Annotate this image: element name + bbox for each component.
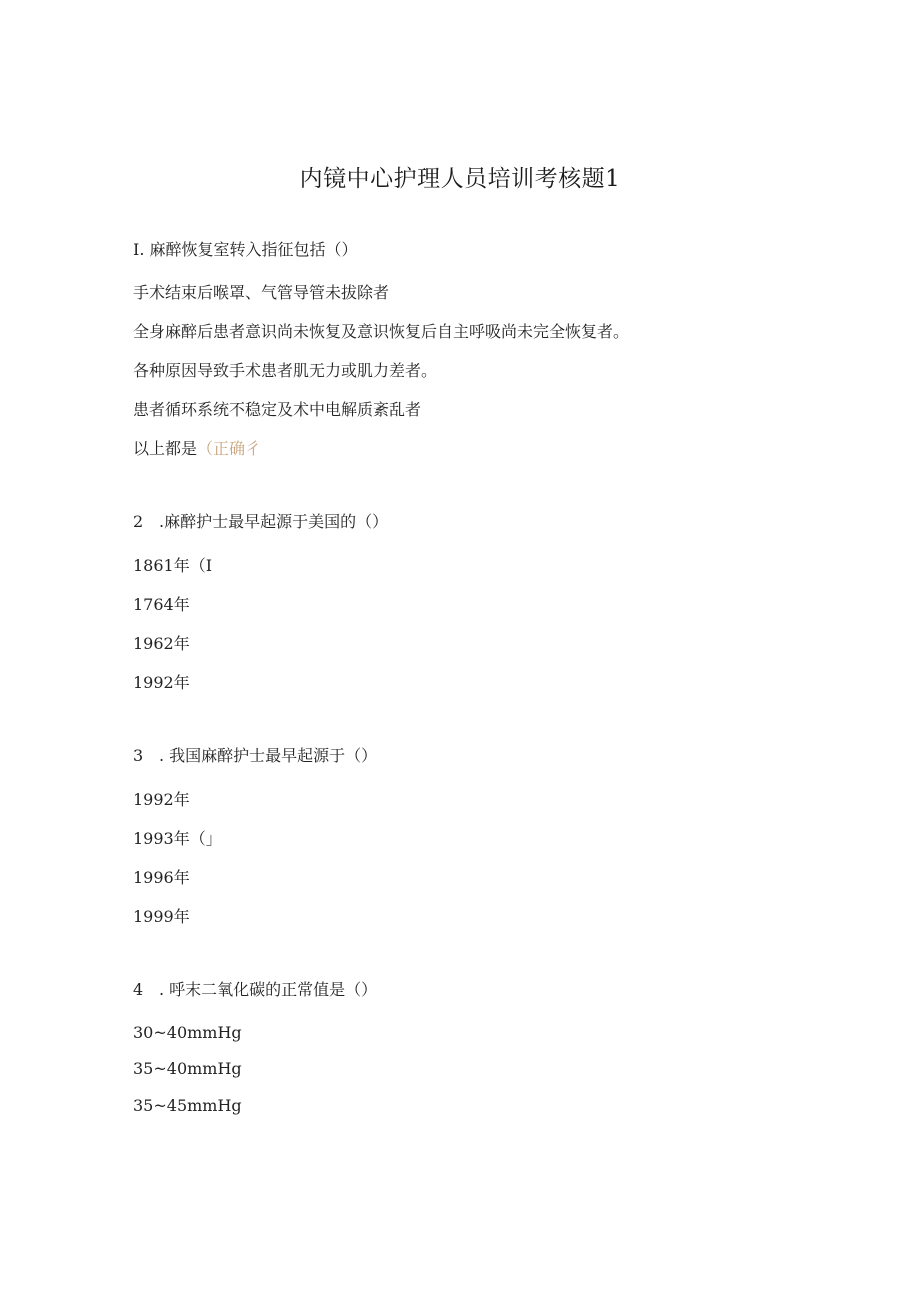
question-4-option-b: 35~40mmHg [133, 1059, 242, 1078]
question-4-number: 4 [133, 980, 144, 999]
question-1-option-c: 各种原因导致手术患者肌无力或肌力差者。 [133, 361, 438, 380]
question-1-option-e-text: 以上都是 [133, 439, 198, 458]
question-4-option-c: 35~45mmHg [133, 1096, 242, 1115]
question-2-option-c: 1962年 [133, 634, 190, 653]
question-1-option-e [133, 438, 261, 460]
answer-mark: （正确彳 [197, 439, 262, 458]
question-2-text: .麻醉护士最早起源于美国的（） [159, 512, 389, 531]
question-3-option-a: 1992年 [133, 790, 190, 809]
question-3-option-c: 1996年 [133, 868, 190, 887]
question-3-text: . 我国麻醉护士最早起源于（） [159, 746, 378, 765]
question-1-option-d: 患者循环系统不稳定及术中电解质紊乱者 [133, 400, 422, 419]
question-2-stem [133, 511, 388, 533]
question-2-option-d: 1992年 [133, 673, 190, 692]
question-1-option-a: 手术结束后喉罩、气管导管未拔除者 [133, 283, 390, 302]
question-4-stem [133, 979, 377, 1001]
question-3-option-b: 1993年（」 [133, 829, 222, 848]
question-1-stem: I. 麻醉恢复室转入指征包括（） [133, 240, 358, 259]
question-4-text: . 呼末二氧化碳的正常值是（） [159, 980, 378, 999]
page-title: 内镜中心护理人员培训考核题1 [299, 166, 621, 192]
question-2-option-a: 1861年（I [133, 556, 213, 575]
question-3-number: 3 [133, 746, 144, 765]
question-2-option-b: 1764年 [133, 595, 190, 614]
question-3-option-d: 1999年 [133, 907, 190, 926]
question-4-option-a: 30~40mmHg [133, 1023, 242, 1042]
question-1-option-b: 全身麻醉后患者意识尚未恢复及意识恢复后自主呼吸尚未完全恢复者。 [133, 322, 630, 341]
question-2-number: 2 [133, 512, 144, 531]
question-3-stem [133, 745, 377, 767]
